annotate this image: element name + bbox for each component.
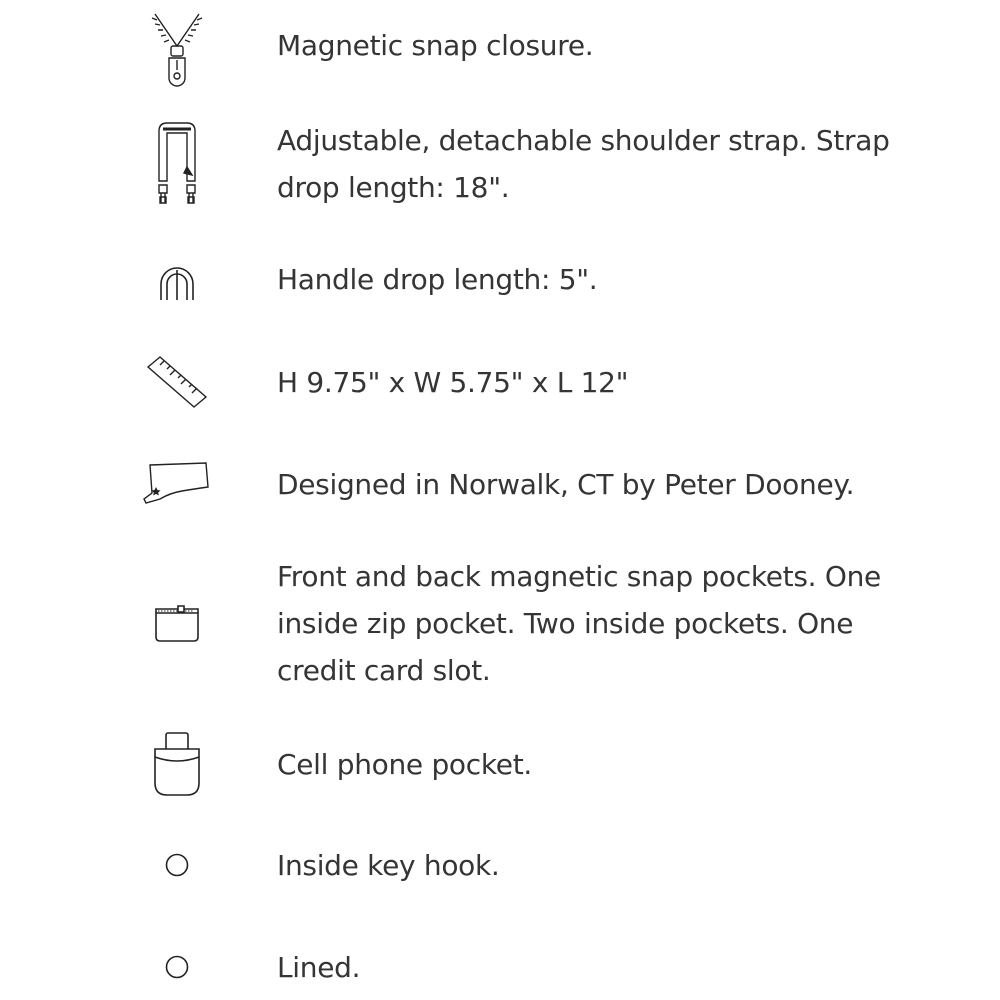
feature-text: Front and back magnetic snap pockets. One inside zip pocket. Two inside pockets. One credit card slot. [277,560,881,687]
feature-text: Adjustable, detachable shoulder strap. Strap drop length: 18". [277,124,890,204]
feature-text: H 9.75" x W 5.75" x L 12" [277,366,629,399]
ruler-icon [130,353,224,413]
feature-text: Handle drop length: 5". [277,263,598,296]
feature-text: Cell phone pocket. [277,748,532,781]
feature-text: Designed in Norwalk, CT by Peter Dooney. [277,468,855,501]
feature-text: Lined. [277,951,361,984]
cell-phone-pocket-icon [130,731,224,799]
zipper-icon [130,12,224,88]
handle-icon [130,262,224,302]
circle-bullet-icon [130,853,224,877]
feature-text: Magnetic snap closure. [277,29,594,62]
zip-pocket-icon [130,603,224,645]
shoulder-strap-icon [130,119,224,209]
circle-bullet-icon [130,955,224,979]
feature-text: Inside key hook. [277,849,500,882]
connecticut-map-icon [130,461,224,505]
